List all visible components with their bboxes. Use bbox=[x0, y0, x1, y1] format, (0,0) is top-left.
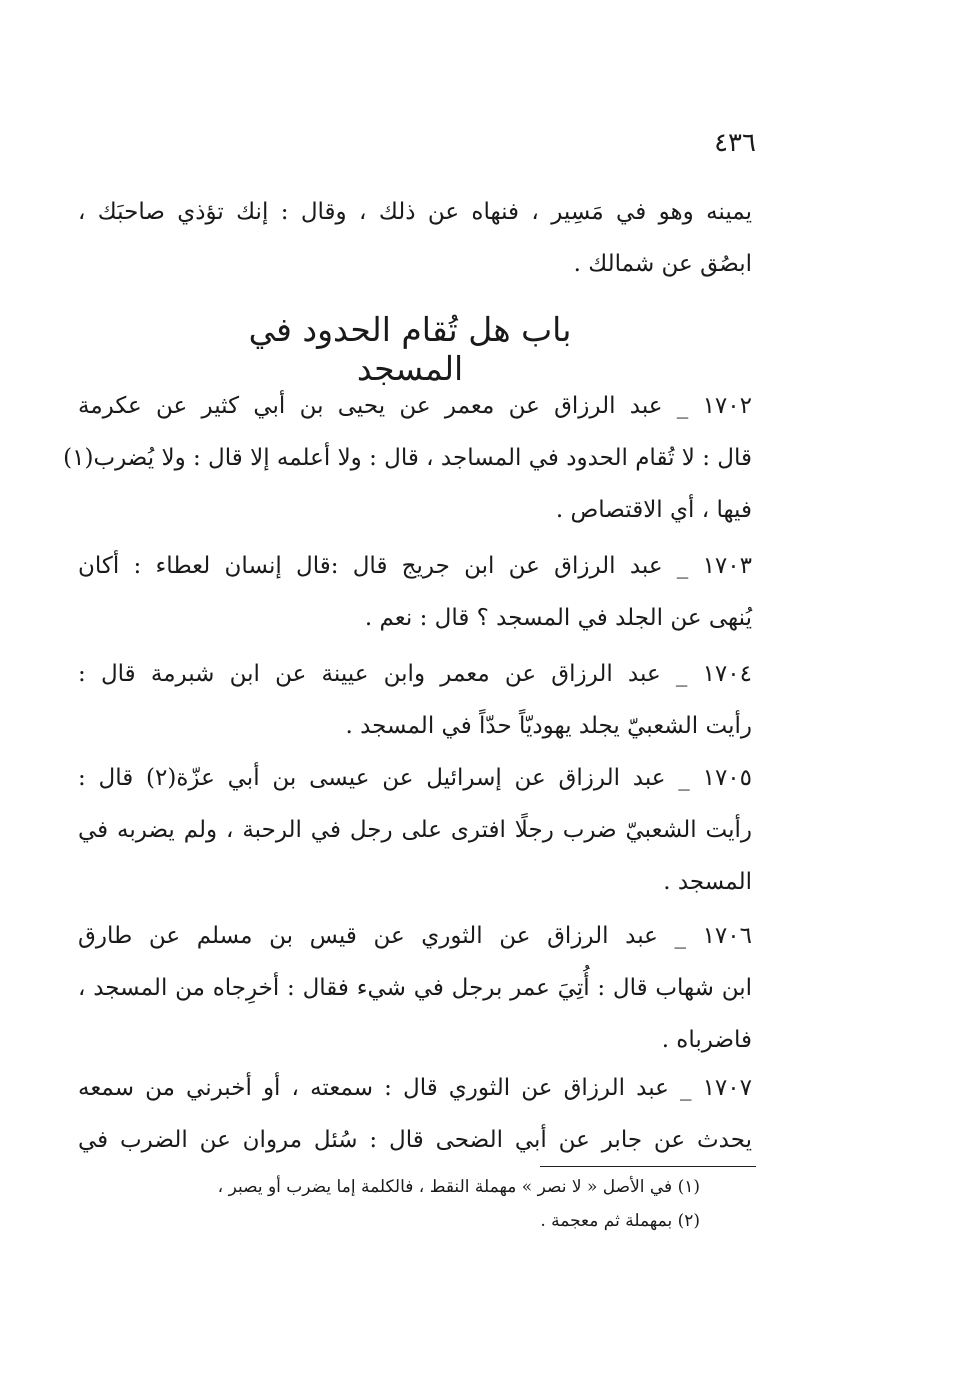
text-line: المسجد . bbox=[663, 869, 752, 895]
footnote-divider bbox=[540, 1166, 756, 1167]
text-line: يُنهى عن الجلد في المسجد ؟ قال : نعم . bbox=[364, 605, 752, 631]
text-line: يمينه وهو في مَسِير ، فنهاه عن ذلك ، وقال : إنك تؤذي صاحبَك ، bbox=[78, 199, 752, 225]
hadith-entry-1705 bbox=[78, 752, 752, 908]
text-line: قال : لا تُقام الحدود في المساجد ، قال : ولا أعلمه إلا قال : ولا يُضرب(١) bbox=[63, 445, 752, 471]
text-line: ١٧٠٤ _ عبد الرزاق عن معمر وابن عيينة عن ابن شبرمة قال : bbox=[78, 661, 752, 687]
text-line: ١٧٠٣ _ عبد الرزاق عن ابن جريج قال :قال إنسان لعطاء : أكان bbox=[78, 553, 752, 579]
hadith-entry-1704 bbox=[78, 648, 752, 752]
text-line: يحدث عن جابر عن أبي الضحى قال : سُئل مروان عن الضرب في bbox=[78, 1127, 752, 1153]
page-number: ٤٣٦ bbox=[714, 128, 756, 158]
text-line: ابصُق عن شمالك . bbox=[573, 251, 752, 277]
text-line: ١٧٠٦ _ عبد الرزاق عن الثوري عن قيس بن مسلم عن طارق bbox=[78, 923, 752, 949]
text-line: ١٧٠٧ _ عبد الرزاق عن الثوري قال : سمعته ، أو أخبرني من سمعه bbox=[78, 1075, 752, 1101]
text-line: ١٧٠٥ _ عبد الرزاق عن إسرائيل عن عيسى بن أبي عزّة(٢) قال : bbox=[78, 765, 753, 791]
text-line: ١٧٠٢ _ عبد الرزاق عن معمر عن يحيى بن أبي كثير عن عكرمة bbox=[78, 393, 752, 419]
text-line: فاضرباه . bbox=[661, 1027, 752, 1053]
hadith-entry-1707 bbox=[78, 1062, 752, 1166]
footnote-2: (٢) بمهملة ثم معجمة . bbox=[540, 1211, 700, 1231]
hadith-entry-1703 bbox=[78, 540, 752, 644]
chapter-heading: باب هل تُقام الحدود في المسجد bbox=[248, 310, 572, 388]
hadith-entry-1702 bbox=[63, 380, 752, 536]
text-line: رأيت الشعبيّ يجلد يهوديّاً حدّاً في المسجد . bbox=[345, 713, 752, 739]
footnotes bbox=[140, 1170, 700, 1238]
text-line: ابن شهاب قال : أُتِيَ عمر برجل في شيء فقال : أخرِجاه من المسجد ، bbox=[78, 975, 752, 1001]
footnote-1: (١) في الأصل « لا نصر » مهملة النقط ، فالكلمة إما يضرب أو يصبر ، bbox=[217, 1177, 700, 1197]
intro-paragraph bbox=[78, 186, 752, 290]
text-line: فيها ، أي الاقتصاص . bbox=[555, 497, 752, 523]
hadith-entry-1706 bbox=[78, 910, 752, 1066]
text-line: رأيت الشعبيّ ضرب رجلًا افترى على رجل في الرحبة ، ولم يضربه في bbox=[78, 817, 752, 843]
